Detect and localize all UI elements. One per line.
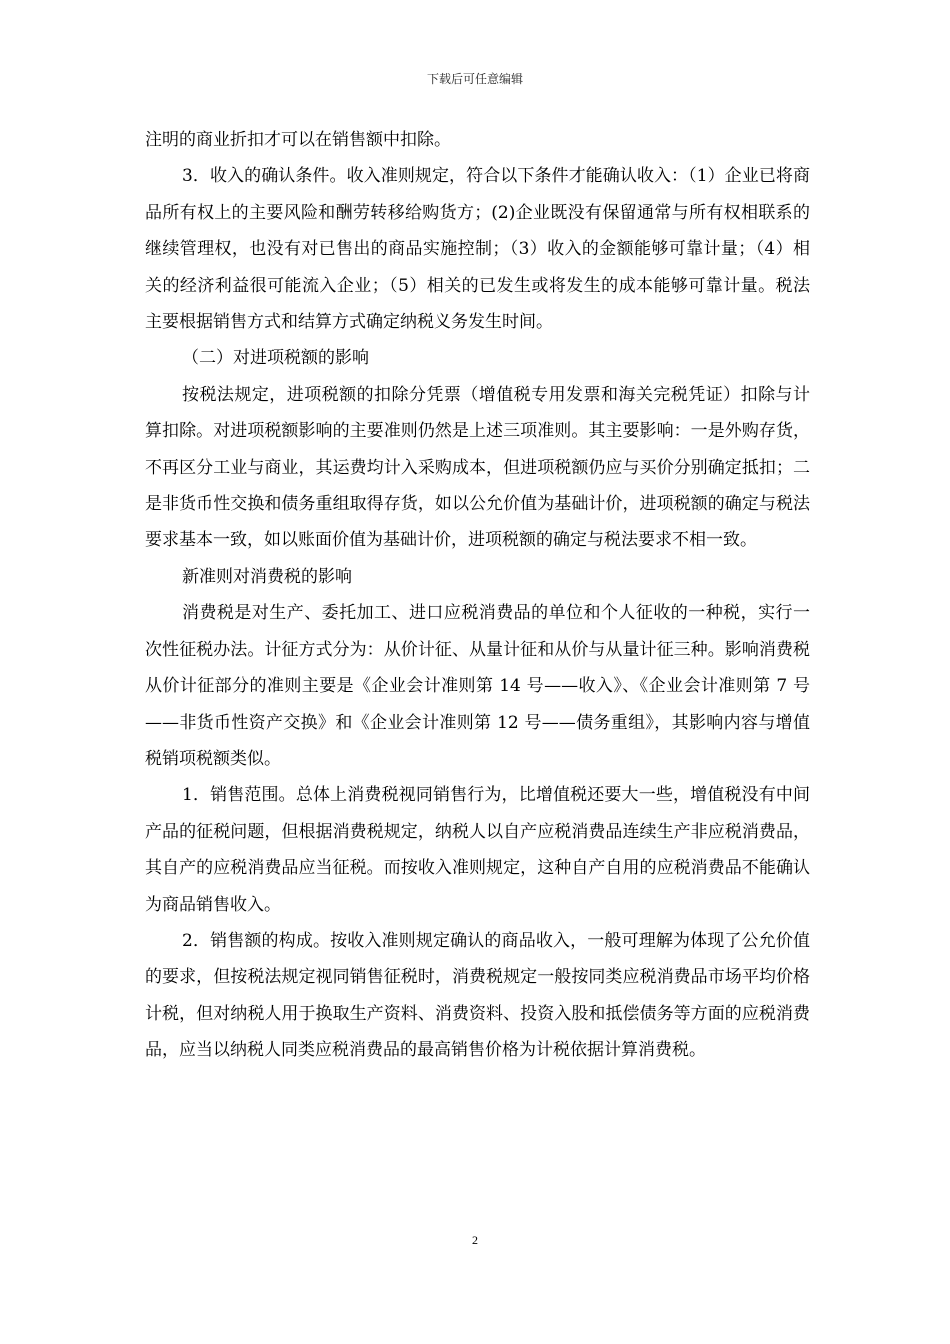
paragraph-input-tax-deduction: 按税法规定，进项税额的扣除分凭票（增值税专用发票和海关完税凭证）扣除与计算扣除。对进项税额影响的主要准则仍然是上述三项准则。其主要影响：一是外购存货，不再区分工业与商业，其运费均计入采购成本，但进项税额仍应与买价分别确定抵扣；二是非货币性交换和债务重组取得存货，如以公允价值为基础计价，进项税额的确定与税法要求基本一致，如以账面价值为基础计价，进项税额的确定与税法要求不相一致。 [145, 384, 810, 551]
page-number: 2 [472, 1233, 478, 1247]
paragraph-sales-scope: 1．销售范围。总体上消费税视同销售行为，比增值税还要大一些，增值税没有中间产品的征税问题，但根据消费税规定，纳税人以自产应税消费品连续生产非应税消费品，其自产的应税消费品应当征税。而按收入准则规定，这种自产自用的应税消费品不能确认为商品销售收入。 [145, 785, 810, 915]
section-heading-consumption-tax: 新准则对消费税的影响 [182, 566, 352, 587]
header-note: 下载后可任意编辑 [426, 72, 523, 86]
section-heading-input-tax: （二）对进项税额的影响 [182, 348, 369, 369]
paragraph-consumption-tax-overview: 消费税是对生产、委托加工、进口应税消费品的单位和个人征收的一种税，实行一次性征税办法。计征方式分为：从价计征、从量计征和从价与从量计征三种。影响消费税从价计征部分的准则主要是《企业会计准则第 14 号——收入》、《企业会计准则第 7 号——非货币性资产交换》和《企业会计准则第 12 号——债务重组》，其影响内容与增值税销项税额类似。 [145, 603, 810, 769]
paragraph-revenue-conditions: 3．收入的确认条件。收入准则规定，符合以下条件才能确认收入：（1）企业已将商品所有权上的主要风险和酬劳转移给购货方；(2)企业既没有保留通常与所有权相联系的继续管理权，也没有对已售出的商品实施控制；（3）收入的金额能够可靠计量；（4）相关的经济利益很可能流入企业；（5）相关的已发生或将发生的成本能够可靠计量。税法主要根据销售方式和结算方式确定纳税义务发生时间。 [145, 166, 810, 333]
paragraph-discount-note: 注明的商业折扣才可以在销售额中扣除。 [145, 130, 451, 150]
document-body [145, 122, 810, 1069]
paragraph-sales-amount-composition: 2．销售额的构成。按收入准则规定确认的商品收入，一般可理解为体现了公允价值的要求，但按税法规定视同销售征税时，消费税规定一般按同类应税消费品市场平均价格计税，但对纳税人用于换取生产资料、消费资料、投资入股和抵偿债务等方面的应税消费品，应当以纳税人同类应税消费品的最高销售价格为计税依据计算消费税。 [145, 930, 810, 1061]
